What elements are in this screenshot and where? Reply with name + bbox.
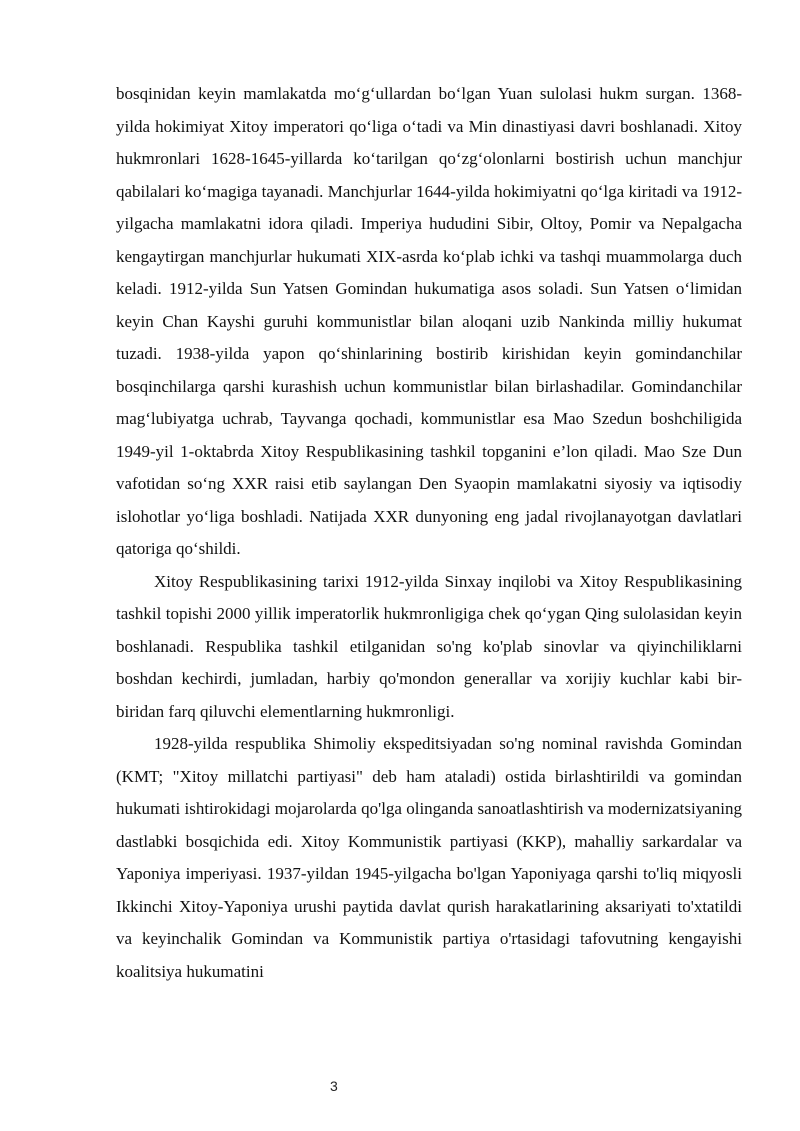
paragraph-republic-history: Xitoy Respublikasining tarixi 1912-yilda Sinxay inqilobi va Xitoy Respublikasining tashkil topishi 2000 yillik imperatorlik hukmronligiga chek qo‘ygan Qing sulolasidan keyin boshlanadi. Respublika tashkil etilganidan so'ng ko'plab sinovlar va qiyinchiliklarni boshdan kechirdi, jumladan, harbiy qo'mondon generallar va xorijiy kuchlar kabi bir-biridan farq qiluvchi elementlarning hukmronligi.: [116, 571, 742, 721]
paragraph-1928: 1928-yilda respublika Shimoliy ekspeditsiyadan so'ng nominal ravishda Gomindan (KMT; "Xitoy millatchi partiyasi" deb ham ataladi) ostida birlashtirildi va gomindan hukumati ishtirokidagi mojarolarda qo'lga olinganda sanoatlashtirish va modernizatsiyaning dastlabki bosqichida edi. Xitoy Kommunistik partiyasi (KKP), mahalliy sarkardalar va Yaponiya imperiyasi. 1937-yildan 1945-yilgacha bo'lgan Yaponiyaga qarshi to'liq miqyosli Ikkinchi Xitoy-Yaponiya urushi paytida davlat qurish harakatlarining aksariyati to'xtatildi va keyinchalik Gomindan va Kommunistik partiya o'rtasidagi tafovutning kengayishi koalitsiya hukumatini: [116, 734, 742, 981]
page-number: 3: [330, 1078, 338, 1094]
document-body: [116, 78, 742, 988]
paragraph-continued: bosqinidan keyin mamlakatda mo‘g‘ullardan bo‘lgan Yuan sulolasi hukm surgan. 1368-yilda hokimiyat Xitoy imperatori qo‘liga o‘tadi va Min dinastiyasi davri boshlanadi. Xitoy hukmronlari 1628-1645-yillarda ko‘tarilgan qo‘zg‘olonlarni bostirish uchun manchjur qabilalari ko‘magiga tayanadi. Manchjurlar 1644-yilda hokimiyatni qo‘lga kiritadi va 1912-yilgacha mamlakatni idora qiladi. Imperiya hududini Sibir, Oltoy, Pomir va Nepalgacha kengaytirgan manchjurlar hukumati XIX-asrda ko‘plab ichki va tashqi muammolarga duch keladi. 1912-yilda Sun Yatsen Gomindan hukumatiga asos soladi. Sun Yatsen o‘limidan keyin Chan Kayshi guruhi kommunistlar bilan aloqani uzib Nankinda milliy hukumat tuzadi. 1938-yilda yapon qo‘shinlarining bostirib kirishidan keyin gomindanchilar bosqinchilarga qarshi kurashish uchun kommunistlar bilan birlashadilar. Gomindanchilar mag‘lubiyatga uchrab, Tayvanga qochadi, kommunistlar esa Mao Szedun boshchiligida 1949-yil 1-oktabrda Xitoy Respublikasining tashkil topganini e’lon qiladi. Mao Sze Dun vafotidan so‘ng XXR raisi etib saylangan Den Syaopin mamlakatni siyosiy va iqtisodiy islohotlar yo‘liga boshladi. Natijada XXR dunyoning eng jadal rivojlanayotgan davlatlari qatoriga qo‘shildi.: [116, 84, 742, 558]
